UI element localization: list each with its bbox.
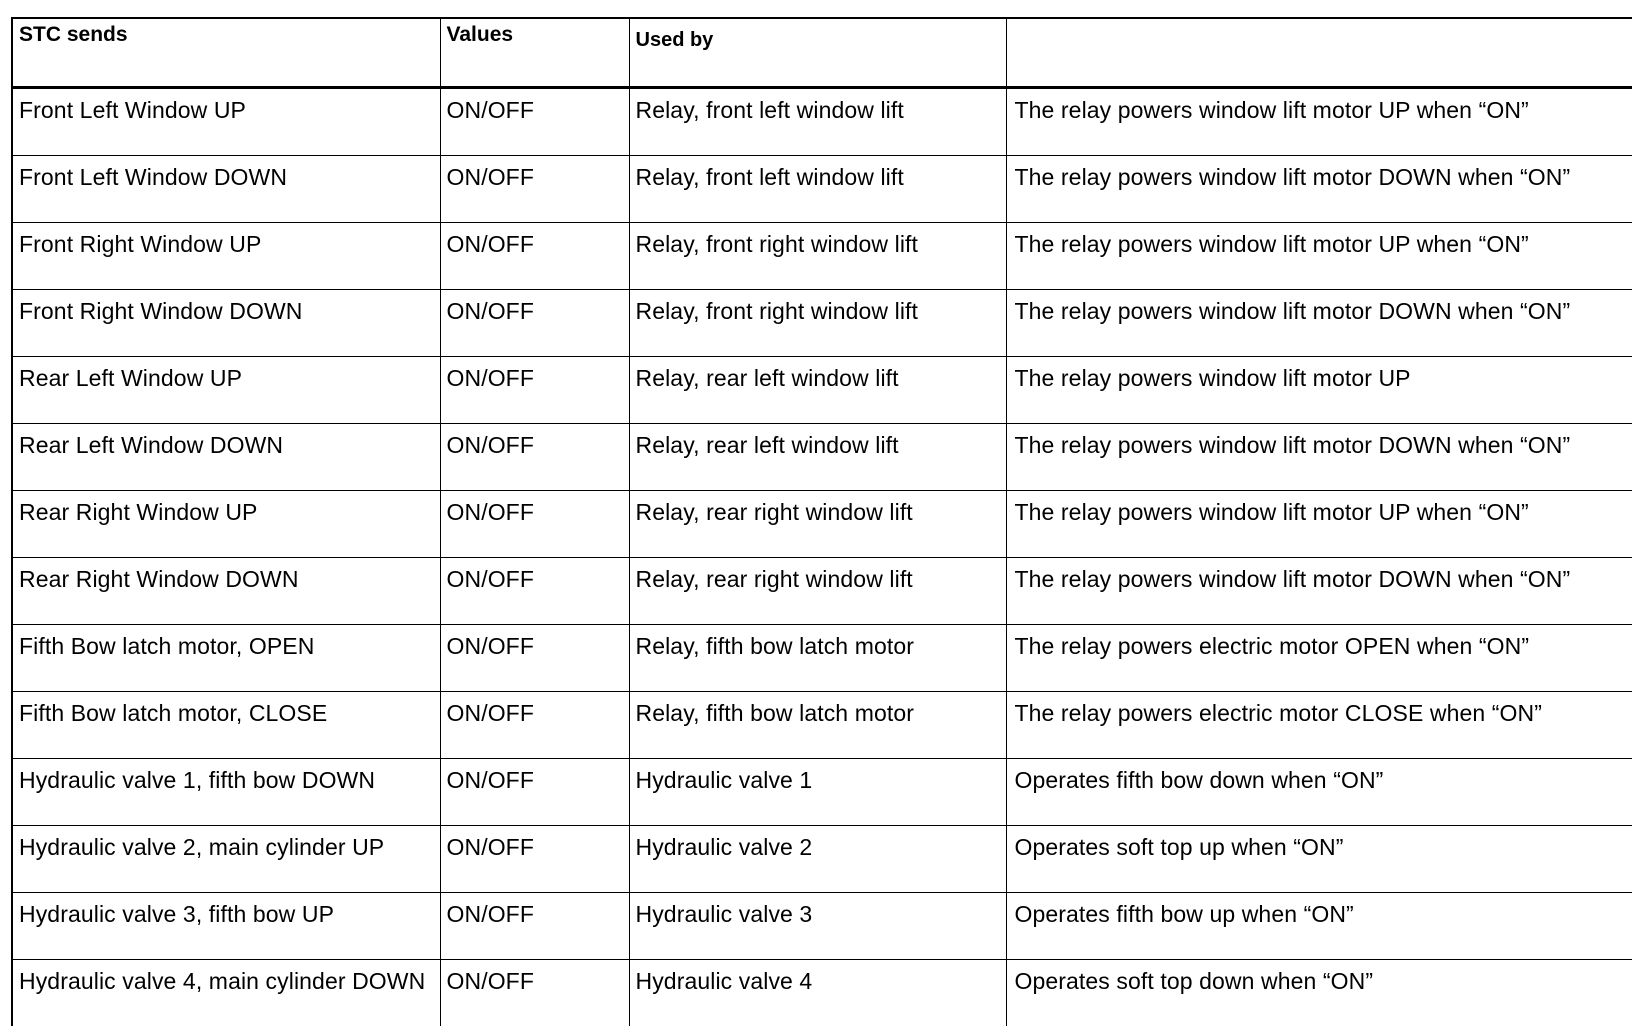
cell-used-by: Relay, front left window lift (629, 88, 1006, 156)
cell-used-by: Relay, rear left window lift (629, 357, 1006, 424)
cell-values: ON/OFF (440, 826, 629, 893)
cell-values: ON/OFF (440, 290, 629, 357)
cell-values: ON/OFF (440, 491, 629, 558)
cell-values: ON/OFF (440, 357, 629, 424)
header-values: Values (440, 18, 629, 88)
cell-signal: Fifth Bow latch motor, OPEN (12, 625, 440, 692)
cell-description: The relay powers electric motor CLOSE when “ON” (1006, 692, 1632, 759)
cell-signal: Hydraulic valve 3, fifth bow UP (12, 893, 440, 960)
table-row (12, 223, 1632, 290)
table-row (12, 88, 1632, 156)
cell-used-by: Hydraulic valve 2 (629, 826, 1006, 893)
cell-signal: Front Right Window UP (12, 223, 440, 290)
cell-used-by: Relay, rear right window lift (629, 558, 1006, 625)
cell-used-by: Relay, front right window lift (629, 223, 1006, 290)
cell-signal: Rear Right Window UP (12, 491, 440, 558)
cell-description: Operates soft top down when “ON” (1006, 960, 1632, 1026)
cell-used-by: Relay, rear right window lift (629, 491, 1006, 558)
cell-values: ON/OFF (440, 893, 629, 960)
cell-signal: Hydraulic valve 1, fifth bow DOWN (12, 759, 440, 826)
header-used-by: Used by (629, 18, 1006, 88)
cell-signal: Rear Left Window DOWN (12, 424, 440, 491)
cell-signal: Hydraulic valve 2, main cylinder UP (12, 826, 440, 893)
table-row (12, 960, 1632, 1026)
table-row (12, 491, 1632, 558)
cell-description: The relay powers window lift motor UP when “ON” (1006, 88, 1632, 156)
cell-used-by: Relay, fifth bow latch motor (629, 692, 1006, 759)
table-row (12, 893, 1632, 960)
cell-values: ON/OFF (440, 625, 629, 692)
cell-signal: Front Right Window DOWN (12, 290, 440, 357)
table-row (12, 290, 1632, 357)
cell-used-by: Relay, rear left window lift (629, 424, 1006, 491)
cell-signal: Front Left Window DOWN (12, 156, 440, 223)
cell-used-by: Hydraulic valve 4 (629, 960, 1006, 1026)
cell-signal: Hydraulic valve 4, main cylinder DOWN (12, 960, 440, 1026)
table-row (12, 692, 1632, 759)
header-stc-sends: STC sends (12, 18, 440, 88)
table-body (12, 88, 1632, 1026)
cell-values: ON/OFF (440, 88, 629, 156)
table-row (12, 424, 1632, 491)
cell-signal: Rear Left Window UP (12, 357, 440, 424)
table-row (12, 625, 1632, 692)
cell-description: The relay powers window lift motor DOWN when “ON” (1006, 558, 1632, 625)
cell-values: ON/OFF (440, 156, 629, 223)
cell-description: The relay powers window lift motor DOWN when “ON” (1006, 424, 1632, 491)
cell-description: The relay powers window lift motor UP when “ON” (1006, 491, 1632, 558)
table-row (12, 156, 1632, 223)
cell-description: The relay powers window lift motor DOWN when “ON” (1006, 156, 1632, 223)
cell-used-by: Hydraulic valve 3 (629, 893, 1006, 960)
cell-description: The relay powers electric motor OPEN when “ON” (1006, 625, 1632, 692)
table-header (12, 18, 1632, 88)
table-row (12, 759, 1632, 826)
cell-signal: Front Left Window UP (12, 88, 440, 156)
cell-values: ON/OFF (440, 223, 629, 290)
cell-signal: Fifth Bow latch motor, CLOSE (12, 692, 440, 759)
cell-signal: Rear Right Window DOWN (12, 558, 440, 625)
cell-values: ON/OFF (440, 424, 629, 491)
cell-values: ON/OFF (440, 692, 629, 759)
cell-used-by: Relay, front right window lift (629, 290, 1006, 357)
cell-description: The relay powers window lift motor DOWN when “ON” (1006, 290, 1632, 357)
cell-used-by: Relay, front left window lift (629, 156, 1006, 223)
cell-description: Operates fifth bow up when “ON” (1006, 893, 1632, 960)
signal-table (11, 17, 1632, 1026)
signal-table-container (11, 17, 1632, 1026)
cell-values: ON/OFF (440, 960, 629, 1026)
cell-used-by: Relay, fifth bow latch motor (629, 625, 1006, 692)
table-row (12, 826, 1632, 893)
cell-description: The relay powers window lift motor UP when “ON” (1006, 223, 1632, 290)
cell-values: ON/OFF (440, 759, 629, 826)
cell-used-by: Hydraulic valve 1 (629, 759, 1006, 826)
cell-description: Operates fifth bow down when “ON” (1006, 759, 1632, 826)
table-row (12, 558, 1632, 625)
cell-description: Operates soft top up when “ON” (1006, 826, 1632, 893)
header-row (12, 18, 1632, 88)
header-description (1006, 18, 1632, 88)
table-row (12, 357, 1632, 424)
cell-values: ON/OFF (440, 558, 629, 625)
cell-description: The relay powers window lift motor UP (1006, 357, 1632, 424)
